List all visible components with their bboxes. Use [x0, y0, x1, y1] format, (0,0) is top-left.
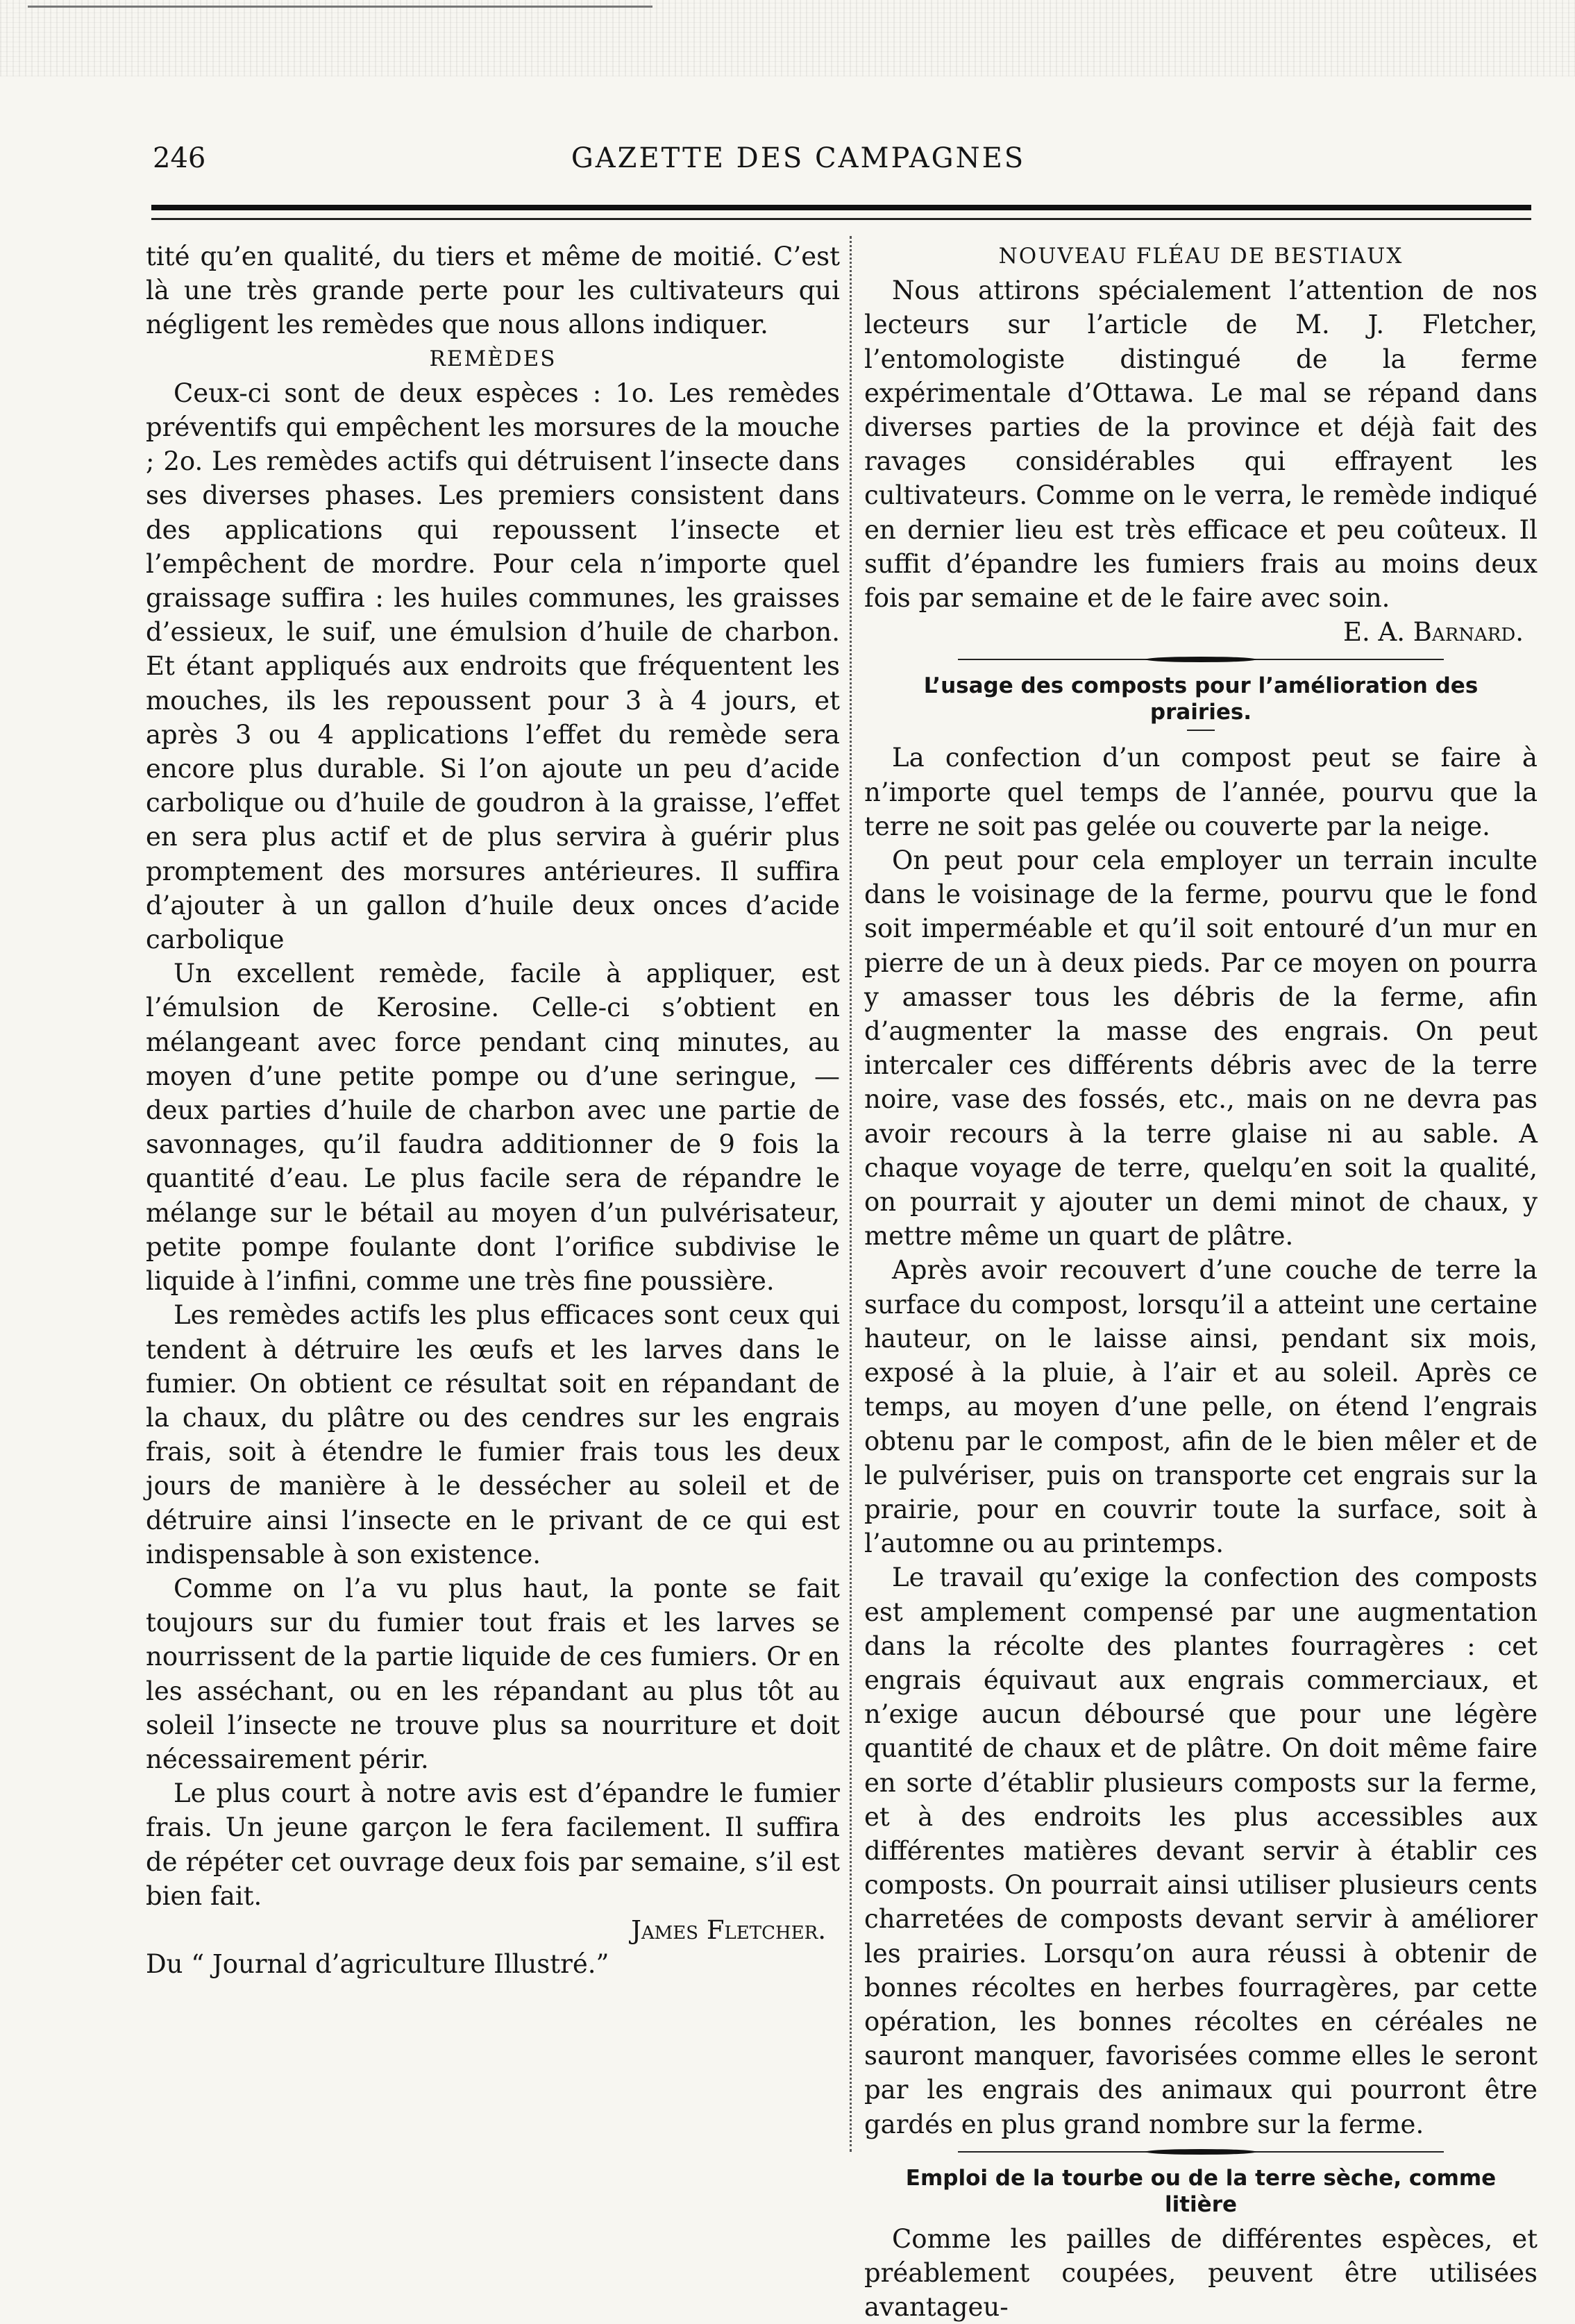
- paragraph-composts-4: Le travail qu’exige la confection des composts est amplement compensé par une augmentation dans la récolte des plantes fourragères : cet engrais équivaut aux engrais commerciaux, et n’exige aucun déboursé que pour une légère quantité de chaux et de plâtre. On doit même faire en sorte d’établir plusieurs composts sur la ferme, et à des endroits les plus accessibles aux différentes matières devant servir à établir ces composts. On pourrait ainsi utiliser plusieurs cents charretées de composts devant servir à améliorer les prairies. Lorsqu’on aura réussi à obtenir de bonnes récoltes en herbes fourragères, par cette opération, les bonnes récoltes en céréales ne sauront manquer, favorisées comme elles le seront par les engrais des animaux qui pourront être gardés en plus grand nombre sur la ferme.: [864, 1563, 1538, 2139]
- column-divider: [850, 236, 852, 2152]
- paragraph-intro: tité qu’en qualité, du tiers et même de moitié. C’est là une très grande perte pour les cultivateurs qui négligent les remèdes que nous allons indiquer.: [146, 242, 840, 340]
- separator-ornament: [958, 653, 1444, 666]
- header-rule-thick: [151, 205, 1531, 210]
- scan-speckle: [0, 0, 1575, 76]
- article-title-tourbe: Emploi de la tourbe ou de la terre sèche, comme litière: [905, 2165, 1497, 2217]
- heading-nouveau-fleau: NOUVEAU FLÉAU DE BESTIAUX: [998, 244, 1404, 269]
- signature-fletcher: James Fletcher.: [631, 1914, 826, 1945]
- paragraph-fleau: Nous attirons spécialement l’attention de nos lecteurs sur l’article de M. J. Fletcher, l’entomologiste distingué de la ferme expérimentale d’Ottawa. Le mal se répand dans diverses parties de la province et déjà fait des ravages considérables qui effrayent les cultivateurs. Comme on le verra, le remède indiqué en dernier lieu est très efficace et peu coûteux. Il suffit d’épandre les fumiers frais au moins deux fois par semaine et de le faire avec soin.: [864, 276, 1538, 614]
- heading-remedes: REMÈDES: [429, 346, 557, 371]
- paragraph-remedes-5: Le plus court à notre avis est d’épandre le fumier frais. Un jeune garçon le fera facilement. Il suffira de répéter cet ouvrage deux fois par semaine, s’il est bien fait.: [146, 1778, 840, 1911]
- paragraph-composts-3: Après avoir recouvert d’une couche de terre la surface du compost, lorsqu’il a atteint une certaine hauteur, on le laisse ainsi, pendant six mois, exposé à la pluie, à l’air et au soleil. Après ce temps, au moyen d’une pelle, on étend l’engrais obtenu par le compost, afin de le bien mêler et de le pulvériser, puis on transporte cet engrais sur la prairie, pour en couvrir toute la surface, soit à l’automne ou au printemps.: [864, 1255, 1538, 1559]
- scan-edge-line: [28, 6, 652, 8]
- source-citation: Du “ Journal d’agriculture Illustré.”: [146, 1949, 609, 1980]
- paragraph-remedes-3: Les remèdes actifs les plus efficaces sont ceux qui tendent à détruire les œufs et les larves dans le fumier. On obtient ce résultat soit en répandant de la chaux, du plâtre ou des cendres sur les engrais frais, soit à étendre le fumier frais tous les deux jours de manière à le dessécher au soleil et de détruire ainsi l’insecte en le privant de ce qui est indispensable à son existence.: [146, 1300, 840, 1569]
- paragraph-composts-1: La confection d’un compost peut se faire à n’importe quel temps de l’année, pourvu que la terre ne soit pas gelée ou couverte par la neige.: [864, 743, 1538, 841]
- header-rule-thin: [151, 218, 1531, 220]
- signature-barnard: E. A. Barnard.: [1342, 617, 1524, 648]
- paragraph-remedes-1: Ceux-ci sont de deux espèces : 1o. Les remèdes préventifs qui empêchent les morsures de la mouche ; 2o. Les remèdes actifs qui détruisent l’insecte dans ses diverses phases. Les premiers consistent dans des applications qui repoussent l’insecte et l’empêchent de mordre. Pour cela n’importe quel graissage suffira : les huiles communes, les graisses d’essieux, le suif, une émulsion d’huile de charbon. Et étant appliqués aux endroits que fréquentent les mouches, ils les repoussent pour 3 à 4 jours, et après 3 ou 4 applications l’effet du remède sera encore plus durable. Si l’on ajoute un peu d’acide carbolique ou d’huile de goudron à la graisse, l’effet en sera plus actif et de plus servira à guérir plus promptement des morsures antérieures. Il suffira d’ajouter à un gallon d’huile deux onces d’acide carbolique: [146, 378, 840, 955]
- left-column: [146, 239, 840, 2154]
- paragraph-remedes-4: Comme on l’a vu plus haut, la ponte se fait toujours sur du fumier tout frais et les larves se nourrissent de la partie liquide de ces fumiers. Or en les asséchant, ou en les répandant au plus tôt au soleil l’insecte ne trouve plus sa nourriture et doit nécessairement périr.: [146, 1573, 840, 1774]
- separator-ornament-2: [958, 2146, 1444, 2158]
- paragraph-tourbe: Comme les pailles de différentes espèces, et préablement coupées, peuvent être utilisées avantageu-: [864, 2223, 1538, 2323]
- page-header: [153, 142, 1444, 177]
- article-title-composts: L’usage des composts pour l’amélioration des prairies.: [923, 673, 1479, 725]
- paragraph-composts-2: On peut pour cela employer un terrain inculte dans le voisinage de la ferme, pourvu que le fond soit imperméable et qu’il soit entouré d’un mur en pierre de un à deux pieds. Par ce moyen on pourra y amasser tous les débris de la ferme, afin d’augmenter la masse des engrais. On peut intercaler ces différents débris avec de la terre noire, vase des fossés, etc., mais on ne devra pas avoir recours à la terre glaise ni au sable. A chaque voyage de terre, quelqu’en soit la qualité, on pourrait y ajouter un demi minot de chaux, y mettre même un quart de plâtre.: [864, 845, 1538, 1252]
- title-dash: [1187, 730, 1215, 731]
- paragraph-remedes-2: Un excellent remède, facile à appliquer, est l’émulsion de Kerosine. Celle-ci s’obtient en mélangeant avec force pendant cinq minutes, au moyen d’une petite pompe ou d’une seringue, — deux parties d’huile de charbon avec une partie de savonnages, qu’il faudra additionner de 9 fois la quantité d’eau. Le plus facile sera de répandre le mélange sur le bétail au moyen d’un pulvérisateur, petite pompe foulante dont l’orifice subdivise le liquide à l’infini, comme une très fine poussière.: [146, 959, 840, 1297]
- page-number: 246: [153, 142, 206, 174]
- page-title: GAZETTE DES CAMPAGNES: [571, 142, 1026, 174]
- right-column: [864, 239, 1538, 2323]
